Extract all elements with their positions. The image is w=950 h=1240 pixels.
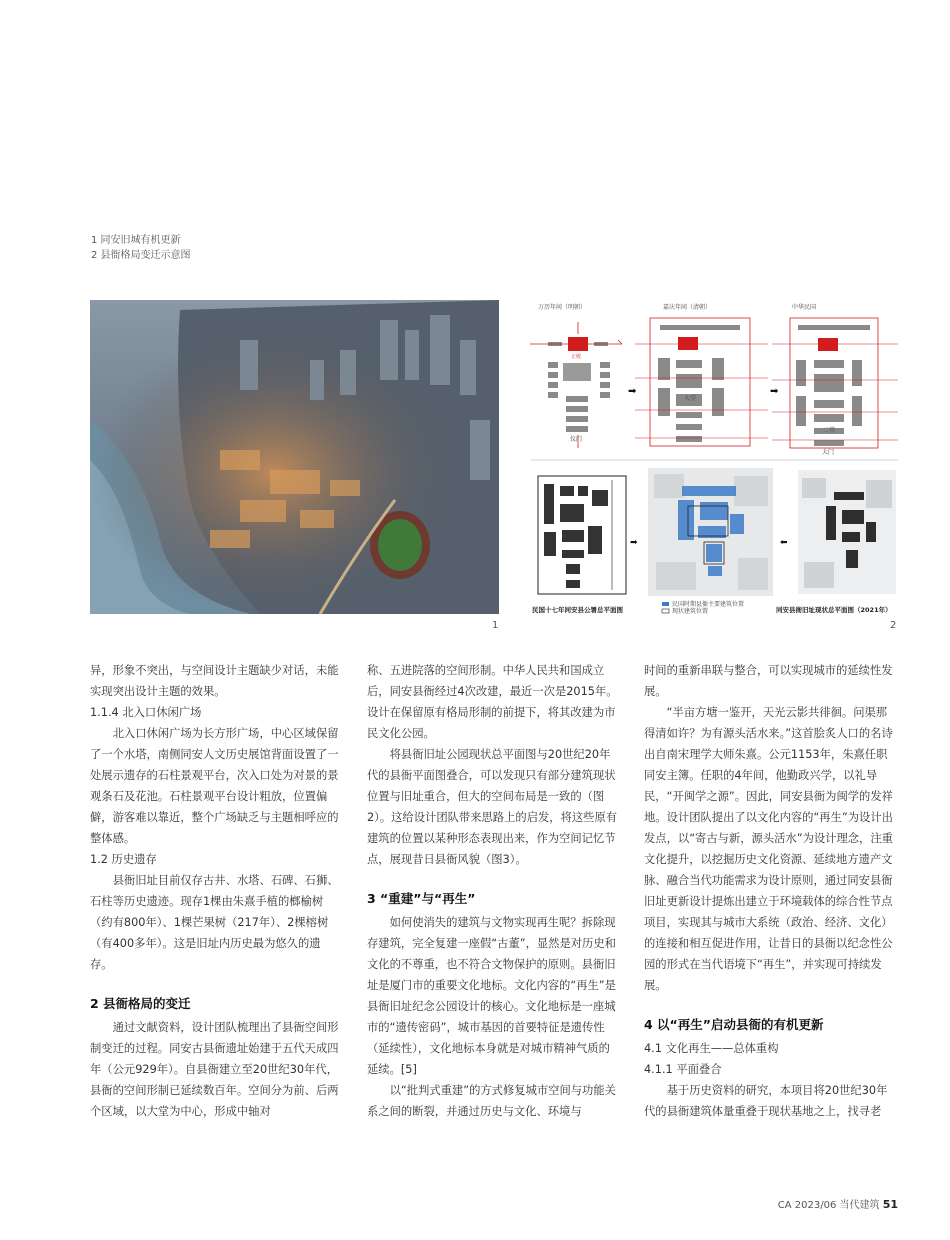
paragraph: 以“批判式重建”的方式修复城市空间与功能关系之间的断裂，并通过历史与文化、环境与: [367, 1084, 616, 1118]
caption-1: 1 同安旧城有机更新: [91, 235, 181, 246]
layout-change-figure: [530, 300, 898, 616]
paragraph: 县衙旧址目前仅存古井、水塔、石碑、石狮、石柱等历史遗迹。现存1棵由朱熹手植的榔榆树（约有800年）、1棵芒果树（217年）、2棵榕树（有400多年）。这是旧址内历史最为悠久的遗存。: [90, 874, 339, 971]
legend-blue-swatch: [662, 602, 669, 606]
figure-number-1: 1: [492, 620, 499, 631]
legend-outline-swatch: [662, 609, 669, 613]
qing-plan: [635, 318, 768, 446]
caption-2: 2 县衙格局变迁示意图: [91, 250, 191, 261]
period-roc: 中华民国: [792, 304, 817, 311]
svg-text:大堂: 大堂: [684, 395, 697, 402]
paragraph: 如何使消失的建筑与文物实现再生呢？拆除现存建筑，完全复建一座假“古董”，显然是对历史和文化的不尊重，也不符合文物保护的原则。县衙旧址是厦门市的重要文化地标。文化内容的“再生”是县衙旧址纪念公园设计的核心。文化地标是一座城市的“遗传密码”，城市基因的首要特征是遗传性（延续性），文化地标本身就是对城市精神气质的延续。[5]: [367, 916, 616, 1076]
arrow-right-icon: ➡: [630, 538, 638, 548]
svg-text:正殿: 正殿: [571, 354, 582, 360]
journal-info: CA 2023/06 当代建筑: [777, 1200, 880, 1211]
layout-change-diagram: [530, 300, 898, 616]
page-number: 51: [882, 1198, 898, 1211]
arrow-right-icon: ➡: [770, 386, 779, 397]
paragraph: “半亩方塘一鉴开，天光云影共徘徊。问渠那得清如许？为有源头活水来。”这首脍炙人口的名诗出自南宋理学大师朱熹。公元1153年，朱熹任职同安主簿。任职的4年间，他勤政兴学，以礼导民，“开闽学之源”。因此，同安县衙为闽学的发祥地。设计团队提出了以文化内容的“再生”为设计出发点，以“寄古与新，源头活水”为设计理念，注重文化提升，以挖掘历史文化资源、延续地方遗产文脉、融合当代功能需求为设计原则，通过同安县衙旧址更新设计提炼出建立于环境载体的综合性节点项目，实现其与城市大系统（政治、经济、文化）的连接和相互促进作用，让昔日的县衙以纪念性公园的形式在当代语境下“再生”，并实现可持续发展。: [644, 706, 893, 992]
text-column-2: [367, 660, 620, 1122]
paragraph: 北入口休闲广场为长方形广场，中心区域保留了一个水塔，南侧同安人文历史展馆背面设置了一处展示遗存的石柱景观平台，次入口处为对景的景观条石及花池。石柱景观平台设计粗放，位置偏僻，游客难以靠近，整个广场缺乏与主题相呼应的整体感。: [90, 727, 339, 845]
period-qing: 嘉庆年间（清朝）: [663, 304, 712, 311]
roc-plan: [772, 318, 898, 448]
section-heading: 3 “重建”与“再生”: [367, 891, 476, 906]
figure-captions: [91, 233, 191, 263]
current-plan-caption: 同安县衙旧址现状总平面图（2021年）: [776, 606, 892, 614]
plan-1928: [538, 476, 626, 594]
paragraph: 时间的重新串联与整合，可以实现城市的延续性发展。: [644, 664, 893, 698]
current-plan: [798, 470, 896, 594]
subsection-heading: 4.1.1 平面叠合: [644, 1063, 722, 1076]
section-heading: 4 以“再生”启动县衙的有机更新: [644, 1017, 824, 1032]
arrow-left-icon: ⬅: [780, 538, 788, 548]
section-heading: 2 县衙格局的变迁: [90, 996, 191, 1011]
aerial-photo: [90, 300, 499, 614]
paragraph: 基于历史资料的研究，本项目将20世纪30年代的县衙建筑体量重叠于现状基地之上，找寻老: [644, 1084, 888, 1118]
arrow-right-icon: ➡: [628, 386, 637, 397]
subsection-heading: 1.2 历史遗存: [90, 853, 157, 866]
plan-1928-caption: 民国十七年同安县公署总平面图: [532, 606, 623, 614]
svg-text:大门: 大门: [822, 449, 835, 456]
svg-text:仪门: 仪门: [570, 436, 583, 443]
legend-1: 民国时期县衙主要建筑位置: [672, 601, 745, 608]
ming-plan: [530, 322, 622, 448]
figure-number-2: 2: [890, 620, 897, 631]
period-ming: 万历年间（明朝）: [538, 304, 587, 311]
paragraph: 称、五进院落的空间形制。中华人民共和国成立后，同安县衙经过4次改建，最近一次是2015年。设计在保留原有格局形制的前提下，将其改建为市民文化公园。: [367, 664, 618, 740]
paragraph: 异，形象不突出，与空间设计主题缺少对话，未能实现突出设计主题的效果。: [90, 664, 339, 698]
text-column-3: [644, 660, 897, 1122]
overlay-plan: [648, 468, 773, 596]
svg-text:二堂: 二堂: [823, 427, 836, 434]
aerial-photo-figure: [90, 300, 499, 614]
paragraph: 通过文献资料，设计团队梳理出了县衙空间形制变迁的过程。同安古县衙遗址始建于五代天成四年（公元929年）。自县衙建立至20世纪30年代，县衙的空间形制已延续数百年。空间分为前、后两个区域，以大堂为中心，形成中轴对: [90, 1021, 339, 1118]
subsection-heading: 4.1 文化再生——总体重构: [644, 1042, 779, 1055]
subsection-heading: 1.1.4 北入口休闲广场: [90, 706, 202, 719]
legend-2: 现状建筑位置: [672, 608, 709, 615]
page-footer: [778, 1196, 898, 1211]
paragraph: 将县衙旧址公园现状总平面图与20世纪20年代的县衙平面图叠合，可以发现只有部分建筑现状位置与旧址重合，但大的空间布局是一致的（图2）。这给设计团队带来思路上的启发，将这些原有建筑的位置以某种形态表现出来，作为空间记忆节点，展现昔日县衙风貌（图3）。: [367, 748, 618, 866]
text-column-1: [90, 660, 343, 1122]
